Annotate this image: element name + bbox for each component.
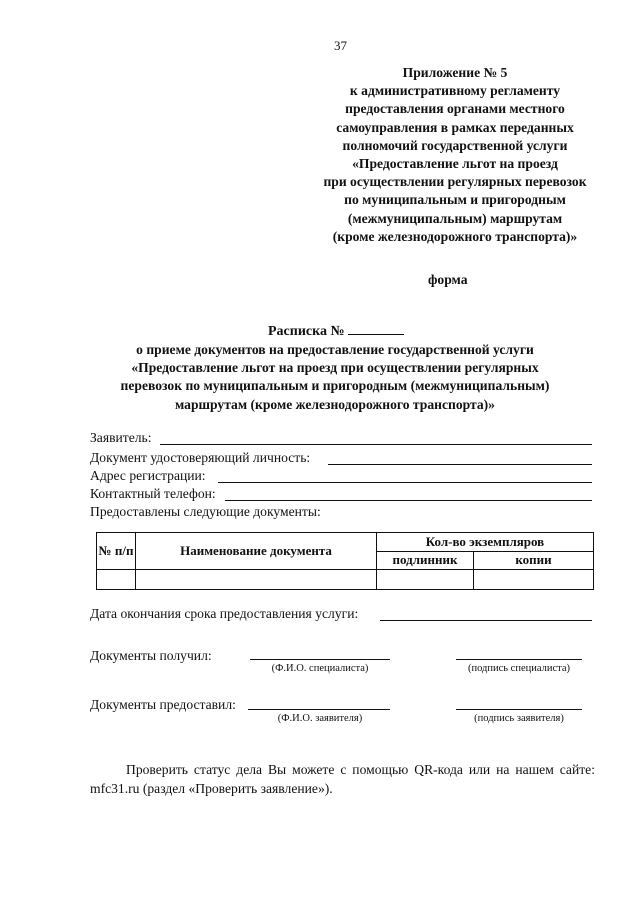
applicant-name-line[interactable] bbox=[248, 709, 390, 710]
col-original-header: подлинник bbox=[377, 552, 474, 569]
receipt-subtitle bbox=[95, 341, 575, 414]
documents-table bbox=[96, 532, 594, 590]
specialist-name-line[interactable] bbox=[250, 659, 390, 660]
appendix-line: «Предоставление льгот на проезд bbox=[352, 156, 558, 172]
appendix-header bbox=[290, 64, 620, 246]
documents-provided-heading: Предоставлены следующие документы: bbox=[90, 504, 321, 519]
applicant-name-caption: (Ф.И.О. заявителя) bbox=[277, 713, 363, 724]
col-copies-header: копии bbox=[474, 552, 594, 569]
appendix-line: предоставления органами местного bbox=[345, 101, 565, 117]
identity-document-label: Документ удостоверяющий личность: bbox=[90, 450, 311, 465]
appendix-line: самоуправления в рамках переданных bbox=[336, 119, 574, 135]
specialist-name-caption: (Ф.И.О. специалиста) bbox=[271, 663, 369, 674]
specialist-signature-caption: (подпись специалиста) bbox=[467, 663, 571, 674]
applicant-signature-caption: (подпись заявителя) bbox=[474, 713, 564, 724]
table-cell[interactable] bbox=[97, 569, 136, 589]
contact-phone-field bbox=[90, 486, 216, 502]
receipt-subtitle-line: о приеме документов на предоставление государственной услуги bbox=[136, 342, 534, 357]
appendix-line: при осуществлении регулярных перевозок bbox=[323, 174, 587, 190]
col-num-header: № п/п bbox=[97, 533, 136, 570]
appendix-line: (межмуниципальным) маршрутам bbox=[347, 210, 563, 226]
receipt-number-blank[interactable] bbox=[348, 322, 404, 335]
appendix-line: по муниципальным и пригородным bbox=[344, 192, 566, 208]
applicant-signature-line[interactable] bbox=[456, 709, 582, 710]
registration-address-input-line[interactable] bbox=[218, 482, 592, 483]
receipt-subtitle-line: перевозок по муниципальным и пригородным (межмуниципальным) bbox=[120, 378, 550, 394]
contact-phone-input-line[interactable] bbox=[225, 500, 592, 501]
deadline-field bbox=[90, 606, 358, 622]
table-cell[interactable] bbox=[474, 569, 594, 589]
contact-phone-label: Контактный телефон: bbox=[90, 486, 216, 501]
applicant-label: Заявитель: bbox=[90, 430, 152, 445]
applicant-field bbox=[90, 430, 152, 446]
received-label: Документы получил: bbox=[90, 648, 212, 663]
page-number: 37 bbox=[334, 38, 347, 53]
registration-address-field bbox=[90, 468, 206, 484]
col-name-header: Наименование документа bbox=[136, 533, 377, 570]
appendix-line: (кроме железнодорожного транспорта)» bbox=[332, 228, 578, 244]
table-cell[interactable] bbox=[377, 569, 474, 589]
applicant-input-line[interactable] bbox=[160, 444, 592, 445]
identity-document-field bbox=[90, 450, 310, 466]
specialist-signature-line[interactable] bbox=[456, 659, 582, 660]
form-label: форма bbox=[428, 272, 468, 287]
receipt-title bbox=[268, 322, 404, 340]
appendix-title: Приложение № 5 bbox=[402, 65, 508, 80]
receipt-subtitle-line: «Предоставление льгот на проезд при осуществлении регулярных bbox=[131, 360, 539, 376]
deadline-label: Дата окончания срока предоставления услуги: bbox=[90, 606, 359, 621]
appendix-line: к административному регламенту bbox=[349, 83, 561, 99]
provided-label: Документы предоставил: bbox=[90, 697, 236, 712]
table-row bbox=[97, 569, 594, 589]
receipt-subtitle-line: маршрутам (кроме железнодорожного транспорта)» bbox=[175, 396, 495, 412]
registration-address-label: Адрес регистрации: bbox=[90, 468, 206, 483]
identity-document-input-line[interactable] bbox=[328, 464, 592, 465]
appendix-line: полномочий государственной услуги bbox=[342, 137, 568, 153]
col-copies-group-header: Кол-во экземпляров bbox=[377, 533, 594, 552]
receipt-title-text: Расписка № bbox=[268, 324, 345, 339]
table-cell[interactable] bbox=[136, 569, 377, 589]
status-check-note: Проверить статус дела Вы можете с помощью QR-кода или на нашем сайте: mfc31.ru (раздел «Проверить заявление»). bbox=[90, 762, 595, 796]
deadline-input-line[interactable] bbox=[380, 620, 592, 621]
